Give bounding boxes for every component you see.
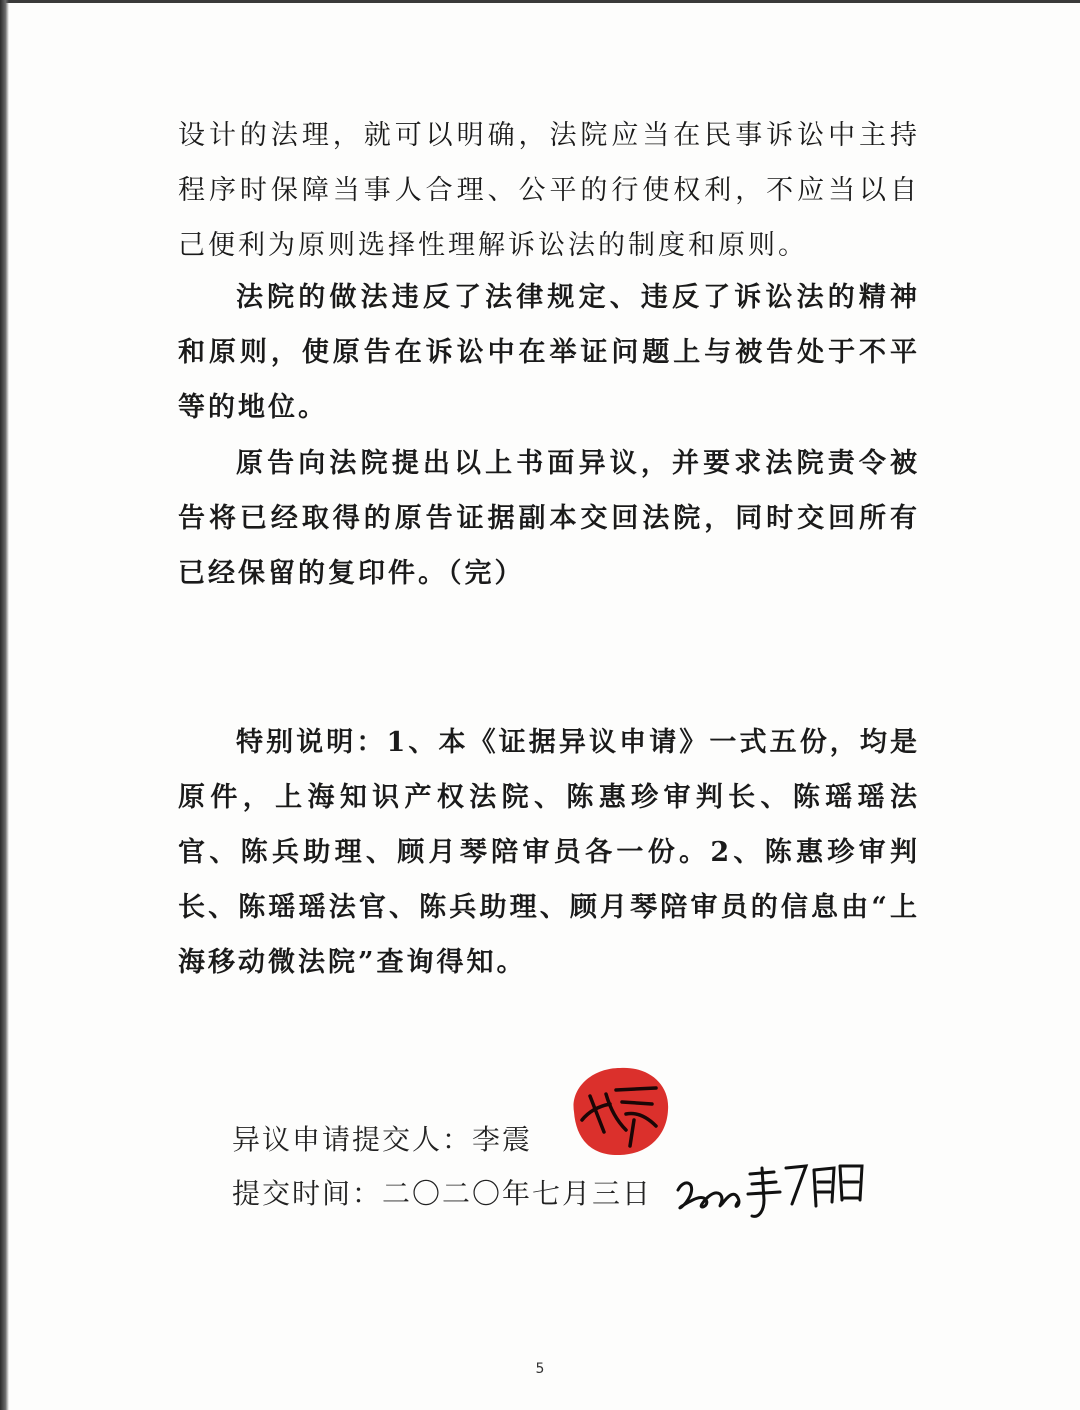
applicant-line: 异议申请提交人：李震 <box>232 1123 533 1156</box>
scan-edge-left <box>0 0 9 1410</box>
paragraph-objection-request: 原告向法院提出以上书面异议，并要求法院责令被告将已经取得的原告证据副本交回法院，同时交回所有已经保留的复印件。（完） <box>178 448 920 589</box>
scan-edge-top <box>0 0 1080 3</box>
submit-time-line: 提交时间：二〇二〇年七月三日 <box>232 1177 653 1210</box>
paragraph-legal-principle: 设计的法理，就可以明确，法院应当在民事诉讼中主持程序时保障当事人合理、公平的行使权利，不应当以自己便利为原则选择性理解诉讼法的制度和原则。 <box>178 120 920 261</box>
paragraph-court-violation: 法院的做法违反了法律规定、违反了诉讼法的精神和原则，使原告在诉讼中在举证问题上与被告处于不平等的地位。 <box>178 282 920 423</box>
red-seal-signature <box>560 1060 675 1160</box>
handwritten-date <box>672 1160 872 1230</box>
page-number: 5 <box>535 1361 545 1377</box>
paragraph-special-note: 特别说明：1、本《证据异议申请》一式五份，均是原件，上海知识产权法院、陈惠珍审判长、陈瑶瑶法官、陈兵助理、顾月琴陪审员各一份。2、陈惠珍审判长、陈瑶瑶法官、陈兵助理、顾月琴陪审员的信息由“上海移动微法院”查询得知。 <box>178 727 920 978</box>
